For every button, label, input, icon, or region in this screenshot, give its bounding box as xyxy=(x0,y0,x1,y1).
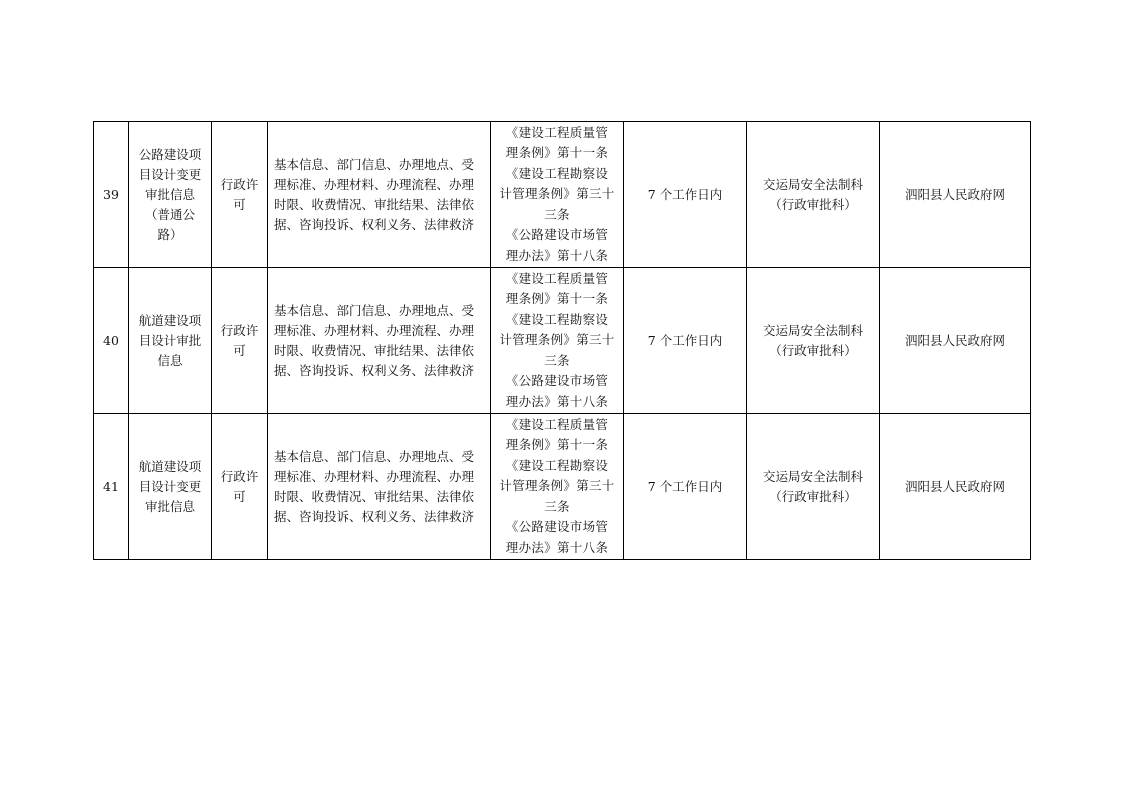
basis-line: 三条 xyxy=(544,498,570,514)
time-limit-cell xyxy=(624,414,747,560)
basis-line: 三条 xyxy=(544,206,570,222)
content-line: 基本信息、部门信息、办理地点、受 xyxy=(274,302,475,318)
basis-line: 《建设工程勘察设 xyxy=(505,457,609,473)
basis-line: 《建设工程质量管 xyxy=(505,270,609,286)
content-line: 基本信息、部门信息、办理地点、受 xyxy=(274,156,475,172)
item-line: 路） xyxy=(157,226,183,242)
type-line: 可 xyxy=(233,196,246,212)
basis-line: 理条例》第十一条 xyxy=(505,145,609,161)
dept-cell xyxy=(747,122,880,268)
table-row xyxy=(94,414,1031,560)
content-line: 据、咨询投诉、权利义务、法律救济 xyxy=(274,508,475,524)
type-line: 行政许 xyxy=(220,322,259,338)
basis-line: 《公路建设市场管 xyxy=(505,373,609,389)
item-line: 目设计审批 xyxy=(138,332,202,348)
item-line: 目设计变更 xyxy=(138,166,202,182)
row-index: 40 xyxy=(103,332,119,348)
item-line: 航道建设项 xyxy=(138,312,202,328)
item-line: 审批信息 xyxy=(144,498,195,514)
content-cell xyxy=(268,268,491,414)
type-cell xyxy=(212,122,268,268)
basis-line: 《建设工程质量管 xyxy=(505,416,609,432)
type-line: 行政许 xyxy=(220,176,259,192)
item-line: 公路建设项 xyxy=(138,146,202,162)
content-line: 理标准、办理材料、办理流程、办理 xyxy=(274,468,475,484)
basis-line: 计管理条例》第三十 xyxy=(499,186,615,202)
index-cell xyxy=(94,122,129,268)
item-cell xyxy=(129,268,212,414)
channel: 泗阳县人民政府网 xyxy=(904,186,1005,202)
content-line: 时限、收费情况、审批结果、法律依 xyxy=(274,196,475,212)
table-row xyxy=(94,268,1031,414)
content-line: 理标准、办理材料、办理流程、办理 xyxy=(274,322,475,338)
channel-cell xyxy=(880,122,1031,268)
dept-line: 交运局安全法制科 xyxy=(762,468,863,484)
type-cell xyxy=(212,268,268,414)
content-line: 据、咨询投诉、权利义务、法律救济 xyxy=(274,362,475,378)
basis-line: 《建设工程质量管 xyxy=(505,124,609,140)
dept-cell xyxy=(747,268,880,414)
index-cell xyxy=(94,268,129,414)
channel: 泗阳县人民政府网 xyxy=(904,478,1005,494)
basis-line: 理办法》第十八条 xyxy=(505,539,609,555)
basis-cell xyxy=(491,122,624,268)
time-limit: 7 个工作日内 xyxy=(647,186,723,202)
basis-line: 理办法》第十八条 xyxy=(505,393,609,409)
dept-line: （行政审批科） xyxy=(769,488,857,504)
content-cell xyxy=(268,414,491,560)
channel-cell xyxy=(880,268,1031,414)
channel-cell xyxy=(880,414,1031,560)
time-limit: 7 个工作日内 xyxy=(647,332,723,348)
item-line: 信息 xyxy=(157,352,183,368)
time-limit-cell xyxy=(624,268,747,414)
dept-line: （行政审批科） xyxy=(769,342,857,358)
table-row xyxy=(94,122,1031,268)
time-limit-cell xyxy=(624,122,747,268)
basis-line: 三条 xyxy=(544,352,570,368)
type-line: 可 xyxy=(233,488,246,504)
table-body xyxy=(94,122,1031,560)
basis-cell xyxy=(491,268,624,414)
basis-line: 《建设工程勘察设 xyxy=(505,311,609,327)
item-line: 目设计变更 xyxy=(138,478,202,494)
basis-line: 《公路建设市场管 xyxy=(505,227,609,243)
basis-line: 计管理条例》第三十 xyxy=(499,332,615,348)
basis-cell xyxy=(491,414,624,560)
item-line: 审批信息 xyxy=(144,186,195,202)
basis-line: 理条例》第十一条 xyxy=(505,437,609,453)
dept-cell xyxy=(747,414,880,560)
time-limit: 7 个工作日内 xyxy=(647,478,723,494)
index-cell xyxy=(94,414,129,560)
type-line: 行政许 xyxy=(220,468,259,484)
basis-line: 《建设工程勘察设 xyxy=(505,165,609,181)
item-cell xyxy=(129,122,212,268)
item-line: 航道建设项 xyxy=(138,458,202,474)
content-line: 基本信息、部门信息、办理地点、受 xyxy=(274,448,475,464)
channel: 泗阳县人民政府网 xyxy=(904,332,1005,348)
content-line: 理标准、办理材料、办理流程、办理 xyxy=(274,176,475,192)
content-line: 据、咨询投诉、权利义务、法律救济 xyxy=(274,216,475,232)
item-line: （普通公 xyxy=(144,206,195,222)
dept-line: （行政审批科） xyxy=(769,196,857,212)
content-cell xyxy=(268,122,491,268)
basis-line: 《公路建设市场管 xyxy=(505,519,609,535)
basis-line: 理办法》第十八条 xyxy=(505,247,609,263)
disclosure-table xyxy=(93,121,1031,560)
type-cell xyxy=(212,414,268,560)
content-line: 时限、收费情况、审批结果、法律依 xyxy=(274,488,475,504)
dept-line: 交运局安全法制科 xyxy=(762,322,863,338)
basis-line: 计管理条例》第三十 xyxy=(499,478,615,494)
row-index: 39 xyxy=(103,186,119,202)
basis-line: 理条例》第十一条 xyxy=(505,291,609,307)
item-cell xyxy=(129,414,212,560)
dept-line: 交运局安全法制科 xyxy=(762,176,863,192)
content-line: 时限、收费情况、审批结果、法律依 xyxy=(274,342,475,358)
type-line: 可 xyxy=(233,342,246,358)
row-index: 41 xyxy=(103,478,119,494)
